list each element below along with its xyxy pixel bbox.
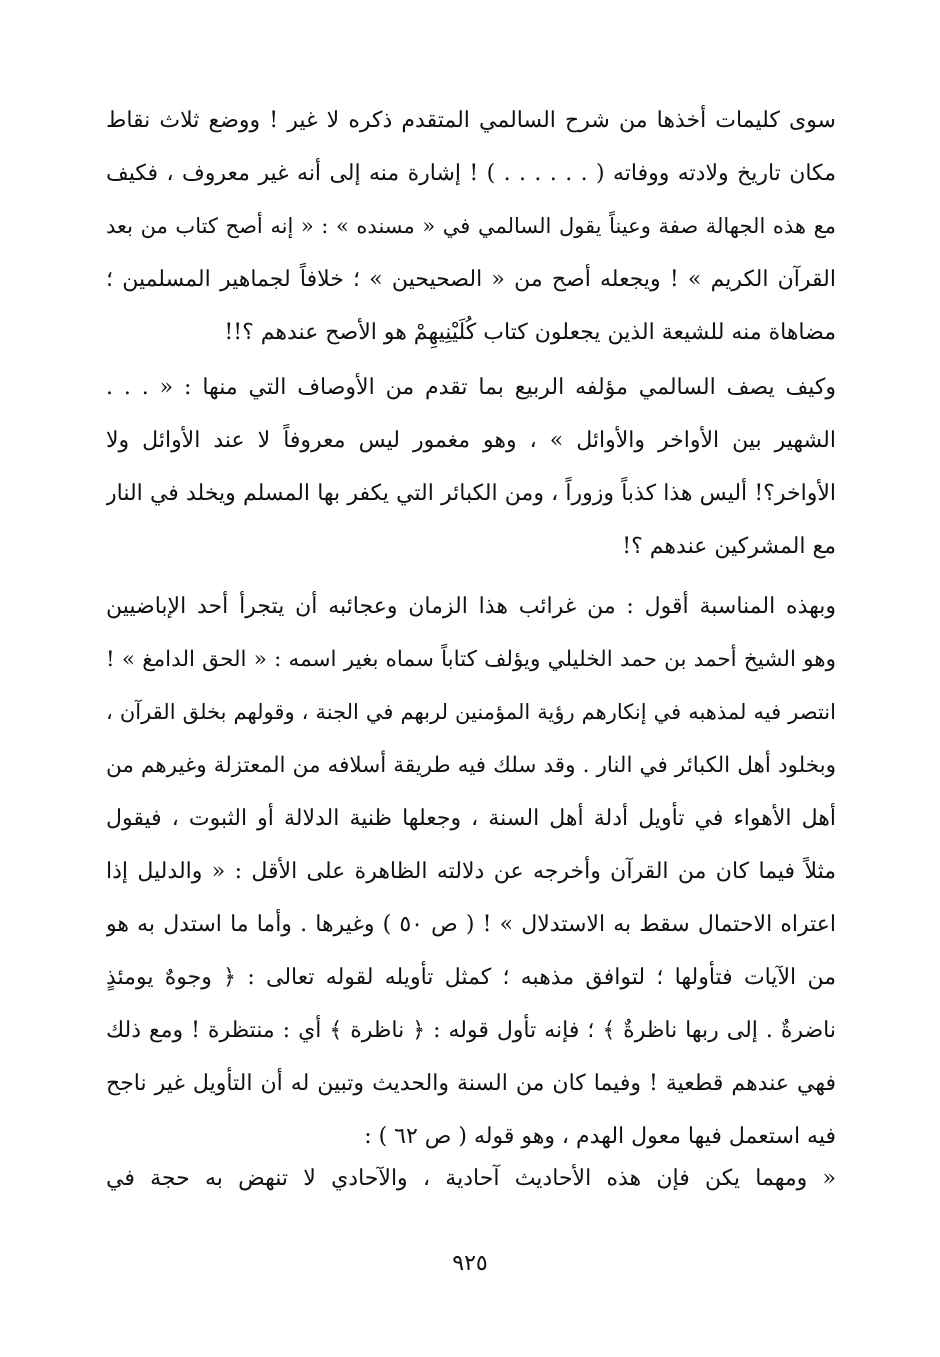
text-line: مثلاً فيما كان من القرآن وأخرجه عن دلالته الظاهرة على الأقل : « والدليل إذا [106,859,836,884]
text-line: فيه استعمل فيها معول الهدم ، وهو قوله ( ص ٦٢ ) : [364,1124,836,1149]
text-line: مع هذه الجهالة صفة وعيناً يقول السالمي في « مسنده » : « إنه أصح كتاب من بعد [106,214,836,238]
text-line: مع المشركين عندهم ؟! [622,534,836,559]
text-line: فهي عندهم قطعية ! وفيما كان من السنة والحديث وتبين له أن التأويل غير ناجح [106,1071,836,1096]
paragraph-2 [106,361,836,573]
text-line: وبخلود أهل الكبائر في النار . وقد سلك فيه طريقة أسلافه من المعتزلة وغيرهم من [106,753,836,778]
text-line: مضاهاة منه للشيعة الذين يجعلون كتاب كُلَيْنِيهِمْ هو الأصح عندهم ؟!! [224,320,836,345]
text-line: الشهير بين الأواخر والأوائل » ، وهو مغمور ليس معروفاً لا عند الأوائل ولا [106,428,836,453]
text-line: وبهذه المناسبة أقول : من غرائب هذا الزمان وعجائبه أن يتجرأ أحد الإباضيين [106,594,836,619]
paragraph-4 [106,1152,836,1205]
text-line: وكيف يصف السالمي مؤلفه الربيع بما تقدم من الأوصاف التي منها : « . . . [106,375,836,400]
page-number: ٩٢٥ [452,1251,488,1276]
text-line: ناضرةٌ . إلى ربها ناظرةٌ ﴾ ؛ فإنه تأول قوله : ﴿ ناظرة ﴾ أي : منتظرة ! ومع ذلك [106,1018,836,1043]
text-line: سوى كليمات أخذها من شرح السالمي المتقدم ذكره لا غير ! ووضع ثلاث نقاط [106,108,836,133]
paragraph-3 [106,580,836,1163]
text-line: مكان تاريخ ولادته ووفاته ( . . . . . . ) ! إشارة منه إلى أنه غير معروف ، فكيف [106,161,836,186]
paragraph-1 [106,94,836,359]
text-line: « ومهما يكن فإن هذه الأحاديث آحادية ، والآحادي لا تنهض به حجة في [106,1166,836,1191]
text-line: اعتراه الاحتمال سقط به الاستدلال » ! ( ص ٥٠ ) وغيرها . وأما ما استدل به هو [106,912,836,937]
text-line: أهل الأهواء في تأويل أدلة أهل السنة ، وجعلها ظنية الدلالة أو الثبوت ، فيقول [106,806,836,831]
text-line: انتصر فيه لمذهبه في إنكارهم رؤية المؤمنين لربهم في الجنة ، وقولهم بخلق القرآن ، [106,700,836,724]
text-line: القرآن الكريم » ! ويجعله أصح من « الصحيحين » ؛ خلافاً لجماهير المسلمين ؛ [106,267,836,292]
text-line: وهو الشيخ أحمد بن حمد الخليلي ويؤلف كتاباً سماه بغير اسمه : « الحق الدامغ » ! [106,647,836,672]
text-line: من الآيات فتأولها ؛ لتوافق مذهبه ؛ كمثل تأويله لقوله تعالى : ﴿ وجوهٌ يومئذٍ [106,965,836,990]
text-line: الأواخر؟! أليس هذا كذباً وزوراً ، ومن الكبائر التي يكفر بها المسلم ويخلد في النار [106,481,836,506]
